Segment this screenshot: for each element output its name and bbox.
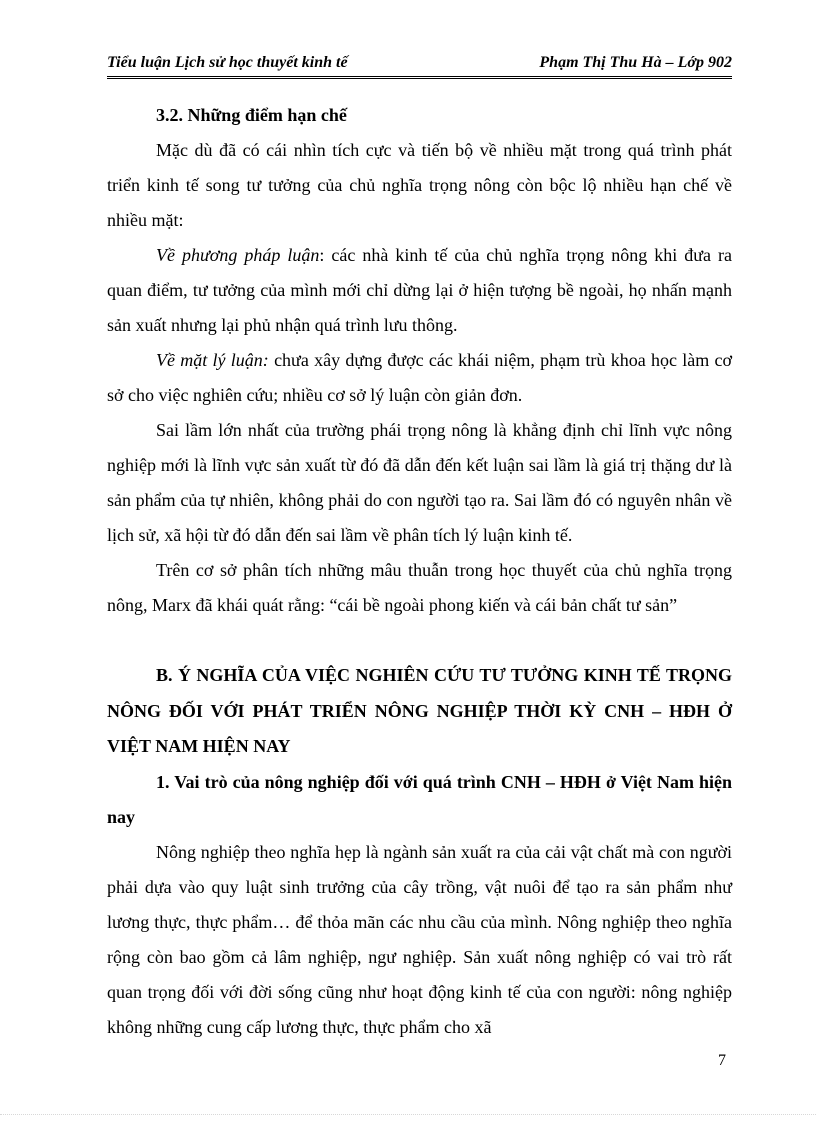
- paragraph-theory: [107, 343, 732, 413]
- spacer: [107, 623, 732, 658]
- paragraph-method: [107, 238, 732, 343]
- paragraph-intro: Mặc dù đã có cái nhìn tích cực và tiến bộ về nhiều mặt trong quá trình phát triển kinh tế song tư tưởng của chủ nghĩa trọng nông còn bộc lộ nhiều hạn chế về nhiều mặt:: [107, 140, 732, 230]
- page-body: [107, 98, 732, 1045]
- theory-text: chưa xây dựng được các khái niệm, phạm trù khoa học làm cơ sở cho việc nghiên cứu; nhiều cơ sở lý luận còn giản đơn.: [107, 350, 732, 405]
- section-heading: 3.2. Những điểm hạn chế: [156, 105, 347, 125]
- paragraph-marx: Trên cơ sở phân tích những mâu thuẫn trong học thuyết của chủ nghĩa trọng nông, Marx đã khái quát rằng: “cái bề ngoài phong kiến và cái bản chất tư sản”: [107, 560, 732, 615]
- header-author: Phạm Thị Thu Hà – Lớp 902: [539, 54, 732, 71]
- method-text: : các nhà kinh tế của chủ nghĩa trọng nông khi đưa ra quan điểm, tư tưởng của mình mới chỉ dừng lại ở hiện tượng bề ngoài, họ nhấn mạnh sản xuất nhưng lại phủ nhận quá trình lưu thông.: [107, 245, 732, 335]
- subsection-heading: 1. Vai trò của nông nghiệp đối với quá trình CNH – HĐH ở Việt Nam hiện nay: [107, 771, 732, 827]
- page-edge: [0, 1114, 816, 1115]
- paragraph-agriculture: Nông nghiệp theo nghĩa hẹp là ngành sản xuất ra của cải vật chất mà con người phải dựa vào quy luật sinh trưởng của cây trồng, vật nuôi để tạo ra sản phẩm như lương thực, thực phẩm… để thỏa mãn các nhu cầu của mình. Nông nghiệp theo nghĩa rộng còn bao gồm cả lâm nghiệp, ngư nghiệp. Sản xuất nông nghiệp có vai trò rất quan trọng đối với đời sống cũng như hoạt động kinh tế của con người: nông nghiệp không những cung cấp lương thực, thực phẩm cho xã: [107, 841, 732, 1037]
- page-header: [107, 52, 732, 79]
- theory-label: Về mặt lý luận:: [156, 350, 269, 370]
- method-label: Về phương pháp luận: [156, 245, 320, 265]
- header-title: Tiểu luận Lịch sử học thuyết kinh tế: [107, 54, 348, 71]
- paragraph-mistake: Sai lầm lớn nhất của trường phái trọng nông là khẳng định chỉ lĩnh vực nông nghiệp mới là lĩnh vực sản xuất từ đó đã dẫn đến kết luận sai lầm là giá trị thặng dư là sản phẩm của tự nhiên, không phải do con người tạo ra. Sai lầm đó có nguyên nhân về lịch sử, xã hội từ đó dẫn đến sai lầm về phân tích lý luận kinh tế.: [107, 420, 732, 545]
- page-number: 7: [718, 1052, 726, 1069]
- chapter-heading: B. Ý NGHĨA CỦA VIỆC NGHIÊN CỨU TƯ TƯỞNG KINH TẾ TRỌNG NÔNG ĐỐI VỚI PHÁT TRIỂN NÔNG NGHIỆP THỜI KỲ CNH – HĐH Ở VIỆT NAM HIỆN NAY: [107, 665, 732, 756]
